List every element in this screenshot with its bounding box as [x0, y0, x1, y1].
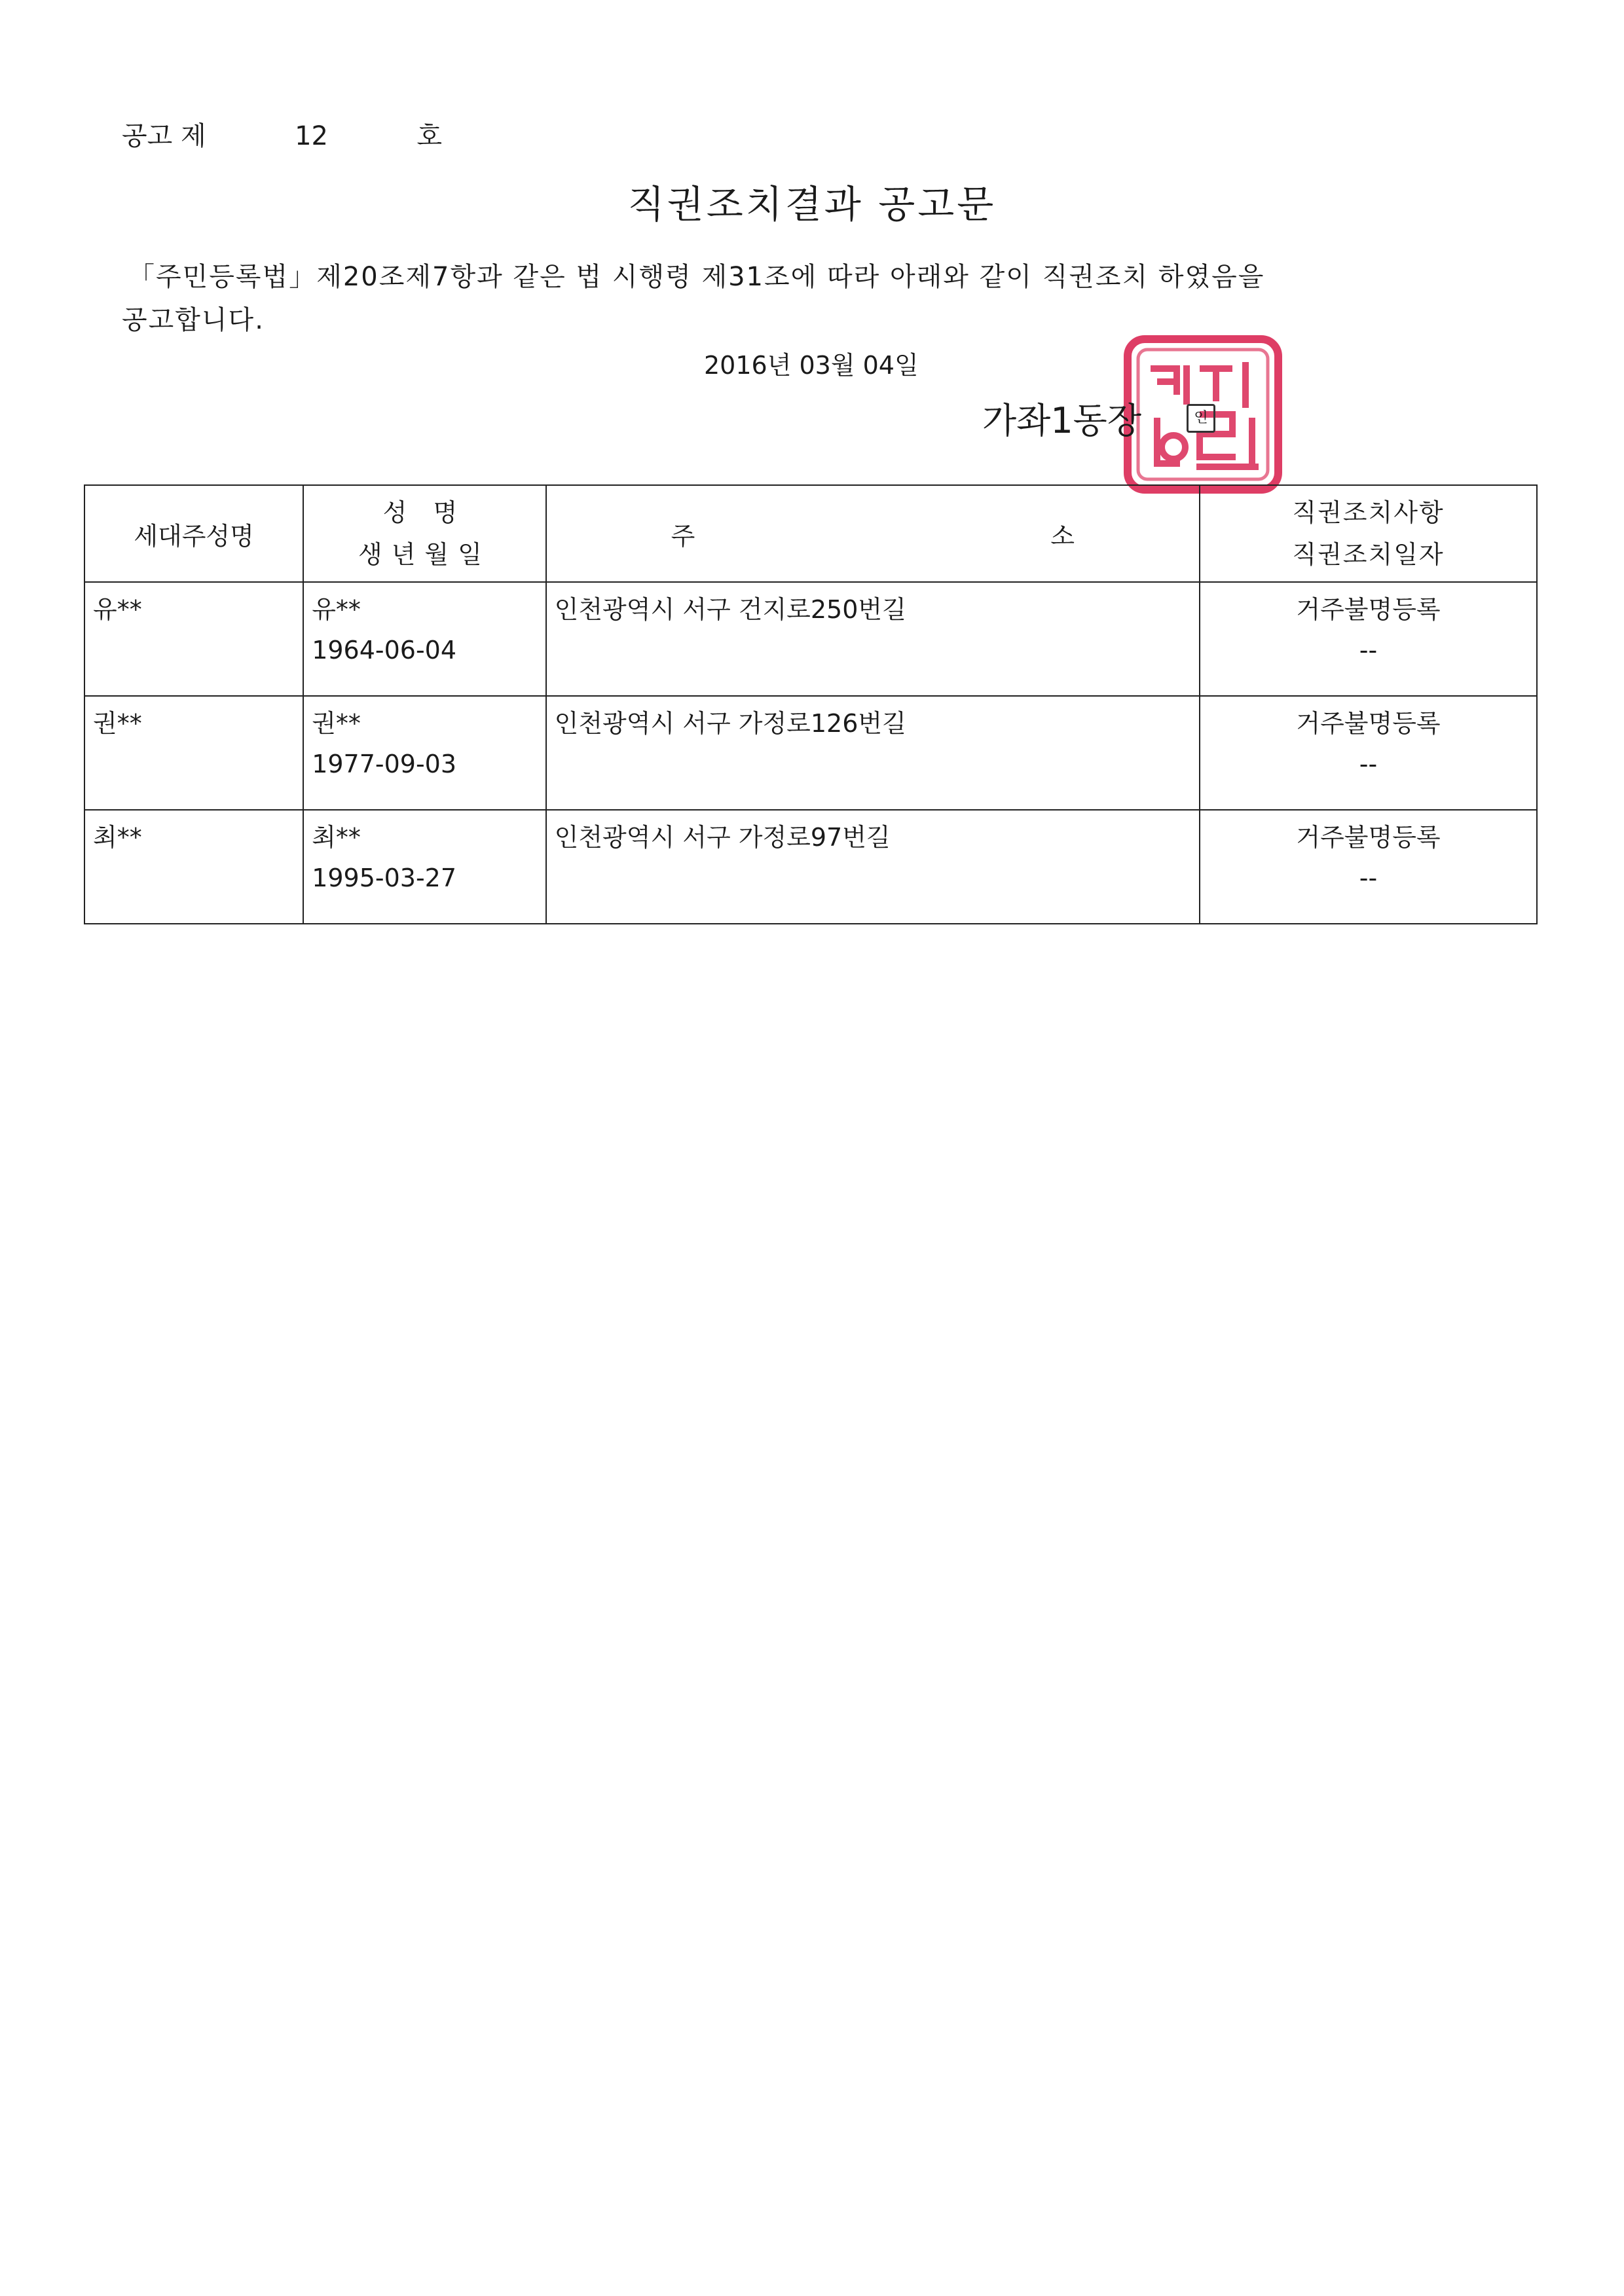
cell-action	[1200, 582, 1537, 696]
cell-householder: 유**	[84, 582, 303, 696]
table-row	[84, 696, 1537, 810]
notice-number	[122, 115, 442, 153]
records-table	[84, 484, 1538, 924]
header-action	[1200, 485, 1537, 582]
header-action-date: 직권조치일자	[1292, 540, 1445, 569]
cell-action-item: 거주불명등록	[1296, 595, 1441, 624]
cell-address: 인천광역시 서구 가정로126번길	[546, 696, 1200, 810]
cell-name-birth	[303, 696, 545, 810]
body-text	[122, 255, 1438, 342]
body-line-1: 「주민등록법」제20조제7항과 같은 법 시행령 제31조에 따라 아래와 같이 직권조치 하였음을	[128, 262, 1265, 292]
table-row	[84, 582, 1537, 696]
table-header-row	[84, 485, 1537, 582]
cell-action-item: 거주불명등록	[1296, 823, 1441, 852]
body-line-2: 공고합니다.	[122, 305, 265, 335]
cell-name: 유**	[312, 595, 361, 624]
cell-householder: 최**	[84, 810, 303, 924]
header-address	[546, 485, 1200, 582]
header-name: 성 명	[382, 498, 467, 527]
notice-date: 2016년 03월 04일	[704, 351, 919, 380]
notice-number-suffix: 호	[416, 121, 443, 151]
header-address-a: 주	[671, 521, 695, 551]
cell-action-item: 거주불명등록	[1296, 709, 1441, 738]
cell-action-date: --	[1359, 864, 1378, 892]
header-birth: 생년월일	[358, 540, 491, 569]
cell-householder: 권**	[84, 696, 303, 810]
header-name-birth	[303, 485, 545, 582]
header-address-b: 소	[1050, 521, 1075, 551]
cell-name-birth	[303, 810, 545, 924]
cell-address: 인천광역시 서구 가정로97번길	[546, 810, 1200, 924]
document-title: 직권조치결과 공고문	[627, 182, 997, 227]
seal-mark: 인	[1187, 404, 1215, 433]
cell-birth: 1977-09-03	[312, 750, 457, 778]
header-action-item: 직권조치사항	[1292, 498, 1445, 527]
cell-action-date: --	[1359, 750, 1378, 778]
cell-name-birth	[303, 582, 545, 696]
cell-birth: 1995-03-27	[312, 864, 457, 892]
header-householder: 세대주성명	[84, 485, 303, 582]
table-row	[84, 810, 1537, 924]
cell-action	[1200, 696, 1537, 810]
official-title: 가좌1동장	[982, 400, 1142, 441]
cell-action-date: --	[1359, 636, 1378, 665]
cell-birth: 1964-06-04	[312, 636, 457, 665]
notice-number-prefix: 공고 제	[122, 121, 206, 151]
cell-name: 최**	[312, 823, 361, 852]
cell-name: 권**	[312, 709, 361, 738]
notice-number-value: 12	[295, 121, 328, 151]
cell-action	[1200, 810, 1537, 924]
cell-address: 인천광역시 서구 건지로250번길	[546, 582, 1200, 696]
